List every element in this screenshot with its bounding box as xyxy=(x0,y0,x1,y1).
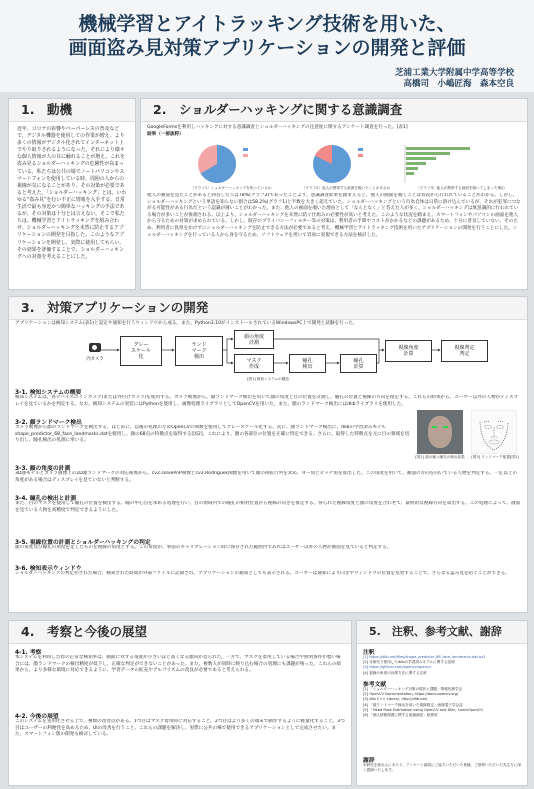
affiliation: 芝浦工業大学附属中学高等学校 xyxy=(394,68,514,78)
pie3-caption: ［グラフ3］他人が携帯する画面を覗いてしまった理由 xyxy=(416,186,505,190)
camera-icon xyxy=(89,343,101,352)
development-intro: アプリケーションは検知システム(表1)と設定や通知を行うウィンドウから成る。また、Python3.10がインストールされているWindowsPC上で開発と試験を行った。 xyxy=(15,321,358,326)
poster-header xyxy=(0,0,534,92)
thanks-text: 本研究を進めるにあたり、アンケート調査にご協力いただいた皆様、ご指導いただいた先生方に深く感謝いたします。 xyxy=(363,763,521,773)
face-detection-image xyxy=(417,410,463,454)
reference-item: [3] dlib C++ Library, http://dlib.net/ xyxy=(363,697,428,702)
bar3-bar xyxy=(406,147,470,150)
bar3-bar xyxy=(406,167,418,170)
flow-grayscale: グレー スケール 化 xyxy=(120,336,162,366)
subsection-body: 本システムを利用した際の正常な検知率は、画面に対する角度が小さいほど高くなる傾向が見られた。一方で、マスクを着用している場合や照明条件が悪い場合には、顔ランドマークの検出精度が低下し、正確な判定ができないことがあった。また、複数人が同時に映り込む場合の処理にも課題が残った。これらの結果から、より多様な環境に対応できるように、学習データの拡充やアルゴリズムの改良が必要であると考えられる。 xyxy=(15,655,342,674)
section-discussion xyxy=(8,620,352,786)
bar3-bar xyxy=(406,152,450,155)
references-label: 参考文献 xyxy=(363,682,387,688)
subsection-title: 3-2. 顔ランドマーク検出 xyxy=(15,420,82,426)
reference-item: [1] 「ショルダーハッキング対策の現状と課題」情報処理学会 xyxy=(363,687,463,691)
landmark-map-figure xyxy=(471,410,517,454)
subsection-title: 3-5. 視線位置の計測とショルダーハッキングの判定 xyxy=(15,540,151,546)
bar3-bar xyxy=(406,162,426,165)
camera-label: 内カメラ xyxy=(86,357,104,362)
pie1-legend-swatch xyxy=(243,154,248,157)
poster-title-line1: 機械学習とアイトラッキング技術を用いた、 xyxy=(78,13,456,35)
pie2-caption: ［グラフ2］他人が携帯する画面を覗いたことがあるか xyxy=(301,186,391,190)
subsection-body: また、目のマスクを使用して瞳孔の位置を検出する。瞳の中心点を求める処理を行い、目の領域内での瞳孔の相対位置から視線の向きを推定する。得られた視線角度と顔の角度を合わせて、最終的な視線方向を算出する。この処理によって、画面を見ている人物を高精度で判定できるようにした。 xyxy=(15,501,521,513)
subsection-title: 3-4. 瞳孔の検出と計測 xyxy=(15,496,77,502)
section-heading: 4. 考察と今後の展望 xyxy=(9,621,351,644)
section-survey xyxy=(140,98,528,290)
survey-discussion: 他人の画面を見たことがあると回答した人は78%(グラフ2)であったことより、意識調査結果を踏まえると、他人の画面を覗くことは普段から行われていることがわかる。しかし、ショルダーハッキングという単語を知らない割合は58.2%(グラフ1)と半数を大きく超えていた。ショルダーハッキングという行為自体は日常に溶け込んでいるが、それが犯罪につながる可能性がある行為だという認識が薄いことがわかった。また、他人の画面を覗いた理由として「なんとなく」と答えた人が多く、ショルダーハッキングは無意識的に行われている場合が多いことが推測される。以上より、ショルダーハッキングを未然に防ぐ仕組みの必要性が高いと考えた。このような状況を踏まえ、スマートフォンやパソコンの画面を他人から守るための対策が求められている。しかし、既存のプライバシーフィルター等の対策は、利用者の手間やコストがかかるなどの課題があるため、十分に普及していない。そのため、利用者に負担をかけずにショルダーハッキングを防止できる方法が必要であると考え、機械学習とアイトラッキング技術を用いたアプリケーションの開発を行うことにした。ショルダーハッキングを行っている人から身を守るため、ソフトウェアを用いて容易に実現できる方法を検討した。 xyxy=(147,193,521,238)
section-motivation xyxy=(8,98,136,290)
section-heading: 1. 動機 xyxy=(9,99,135,122)
author-names: 高橋司 小嶋匠海 森本空良 xyxy=(403,79,514,89)
subsection-body: ショルダーハッキングの判定がされた場合、検知された時間が外部ファイルに記録され、アプリケーションの通知としても表示される。ユーザーは通知により向きやウィンドウの位置を変更することで、さらなる盗み見を防ぐことができる。 xyxy=(15,571,510,576)
section-heading: 5. 注釈、参考文献、謝辞 xyxy=(357,621,527,644)
figure2-caption: [図2] 顔の輪と瞳孔の検出結果 xyxy=(415,455,465,459)
flow-pupil-calc: 瞳孔 計算 xyxy=(340,354,377,373)
reference-item: [4] 「顔ランドマーク検出を用いた視線推定」画像電子学会誌 xyxy=(363,702,463,707)
subsection-body: カメラ映像から顔のランドマークを検出する。はじめに、以後の処理のためOpenCVの関数を使用してグレースケール化する。次に、顔ランドマーク検出に、dlibの学習済みモデルshape_predictor_68_face_landmarks.datを使用し、顔の68点の特徴点を取得する[図2]。これにより、顔の各部位の位置を正確に特定できる。さらに、取得した特徴点を元に目の領域を切り出し、瞳孔検出の処理に用いる。 xyxy=(15,425,410,444)
pie2-legend-swatch xyxy=(358,148,363,151)
note-item: [4] 視線の角度の計測方法に関する注釈 xyxy=(363,670,427,675)
flow-gaze-calc: 視線角度 計算 xyxy=(385,340,432,362)
subsection-title: 3-3. 顔の角度の計測 xyxy=(15,466,71,472)
pie-chart-2 xyxy=(313,145,363,183)
subsection-title: 4-2. 今後の展望 xyxy=(15,714,59,720)
flow-pupil-detect: 瞳孔 検出 xyxy=(289,354,326,373)
subsection-body: このシステムを実用化させる上で、複数の改善点がある。1つ目はマスク着用時に対応すること。2つ目はより多くの端末で動作するように軽量化すること。3つ目はユーザーの利便性を高めるため、UIの改善を行うこと。これらの課題を解決し、実際に公共の場で使用できるアプリケーションとして完成させたい。また、スマートフォン版の開発も検討している。 xyxy=(15,719,345,738)
thanks-label: 謝辞 xyxy=(363,758,375,764)
bar3-bar xyxy=(406,172,414,175)
note-item: [1] https://dlib.net/files/shape_predictor_68_face_landmarks.dat.bz2 xyxy=(363,655,486,659)
subsection-body: 顔の角度及び瞳孔の角度を足したものを視線の角度とする。この角度が、事前のキャリブレーション時に保存された範囲内であればユーザー以外の人物が画面を見ていると判定する。 xyxy=(15,545,392,550)
reference-item: [6] 「個人情報保護に関する意識調査」総務省 xyxy=(363,713,438,718)
notes-list xyxy=(363,655,521,676)
subsection-title: 4-1. 考察 xyxy=(15,650,42,656)
bar-chart-3 xyxy=(405,145,470,183)
flow-mask-create: マスク 作成 xyxy=(234,354,274,373)
section-references xyxy=(356,620,528,786)
subsection-body: 3D顔モデルとカメラ画像上の2D顔ランドマークの対応関係から、cv2.solvePnP関数とcv2.Rodrigues関数を用いて顔の回転行列を求め、ヨー角とピッチ角を算出した。この角度を用いて、画面の方向を向いている人物を判定する。一定以上の角度がある場合はディスプレイを見ていないと判断する。 xyxy=(15,471,518,483)
section-development xyxy=(8,296,528,613)
flow-landmark: ランド マーク 検出 xyxy=(175,336,223,366)
reference-item: [2] OpenCV Documentation, https://docs.opencv.org/ xyxy=(363,692,459,697)
subsection-title: 3-6. 検知表示ウィンドウ xyxy=(15,566,82,572)
subsection-body: 検知システムは、各デバイスのインカメラ(または外付けカメラ)を使用する。カメラ映像から、顔ランドマーク検出を用いて顔の角度と目の位置を計測し、瞳孔の位置と視線の方向を推定する。これらの結果から、ユーザー以外の人物がディスプレイを見ているかを判定する。なお、検知システムの実装にはPythonを使用し、画像処理ライブラリとしてOpenCVを用いた。また、顔のランドマーク検出にはdlibライブラリを使用した。 xyxy=(15,395,519,407)
pie2-legend-swatch xyxy=(358,154,363,157)
reference-item: [5] 「Head Pose Estimation using OpenCV and Dlib」LearnOpenCV xyxy=(363,707,483,712)
pie1-legend-swatch xyxy=(243,148,248,151)
bar3-bar xyxy=(406,157,436,160)
section-heading: 2. ショルダーハッキングに関する意識調査 xyxy=(141,99,527,122)
survey-result-label: 結果（一部抜粋） xyxy=(147,132,184,137)
poster-title-line2: 画面盗み見対策アプリケーションの開発と評価 xyxy=(68,37,466,59)
figure3-caption: [図3] ランドマーク配置[図2] xyxy=(471,455,519,459)
motivation-text: 近年、コロナの影響やペーパーレスの普及などで、デジタル機器を使用しての作業が増え、より多くの情報がデジタル化されてインターネット上でやり取りされるようになった。それにより様々な個人情報が人の目に触れることが増え、これを盗み見るショルダーハッキングの危険性が高まっている。私たちは公共の場でノートパソコンやスマートフォンを使用している時、周囲の人からの視線が気になることがあり、その対策が必要であると考えた。「ショルダーハッキング」とは、いわゆる“盗み見”を行い不正に情報を入手する。日常生活で最も身近かつ簡単なハッキングの手法であるが、その対策は十分とは言えない。そこで私たちは、機械学習とアイトラッキングを組み合わせ、ショルダーハッキングを未然に防止するアプリケーションの開発を目指した。このようなアプリケーションを開発し、実際に使用してもらい、その効果を評価することで、ショルダーハッキングへの対策を考えることにした。 xyxy=(17,126,127,260)
references-list xyxy=(363,687,521,718)
note-item: [2] 本研究で使用したdlibの学習済みモデルに関する説明 xyxy=(363,660,455,665)
pie-chart-1 xyxy=(198,145,248,183)
flow-gaze-judge: 視線判定 判定 xyxy=(441,340,488,362)
section-heading: 3. 対策アプリケーションの開発 xyxy=(9,297,527,320)
note-item: [3] https://github.com/opencv/opencv xyxy=(363,665,432,670)
pie1-caption: ［グラフ1］ショルダーハッキングを知っているか xyxy=(190,186,272,190)
system-flow-diagram xyxy=(9,297,527,387)
flow-caption: [図1] 検知システムの構造 xyxy=(247,377,289,381)
notes-label: 注釈 xyxy=(363,650,375,656)
flow-angle-calc: 顔の角度 計測 xyxy=(234,330,274,349)
survey-intro: GoogleFormsを利用しハッキングに対する意識調査とショルダーハッキングの注意度に関するアンケート調査を行った。[表1] xyxy=(147,125,408,130)
subsection-title: 3-1. 検知システムの概要 xyxy=(15,390,82,396)
